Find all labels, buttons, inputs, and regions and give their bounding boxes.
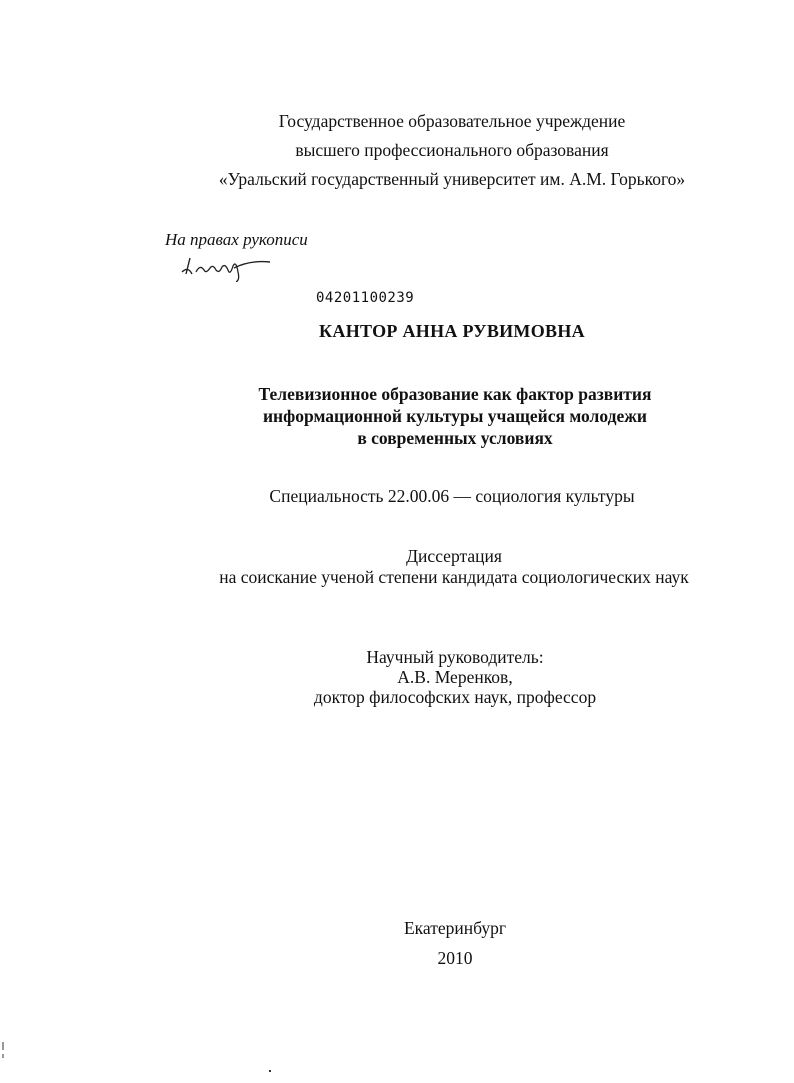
city: Екатеринбург [403, 918, 507, 938]
specialty-text: Специальность 22.00.06 — социология культуры [269, 486, 635, 506]
title-line-3: в современных условиях [357, 428, 553, 448]
year: 2010 [437, 948, 473, 968]
author-name: КАНТОР АННА РУВИМОВНА [319, 321, 585, 341]
scan-dot-mark [269, 1070, 271, 1072]
dissertation-label: Диссертация [406, 546, 502, 566]
author-signature [178, 252, 273, 282]
title-line-1: Телевизионное образование как фактор развития [258, 384, 652, 404]
advisor-name: А.В. Меренков, [397, 667, 513, 687]
catalog-code: 04201100239 [316, 290, 415, 306]
institution-line-2: высшего профессионального образования [295, 140, 609, 160]
degree-text: на соискание ученой степени кандидата социологических наук [219, 567, 689, 587]
institution-line-1: Государственное образовательное учреждение [278, 111, 626, 131]
scan-edge-marks [0, 1040, 10, 1080]
advisor-credentials: доктор философских наук, профессор [313, 687, 597, 707]
manuscript-note: На правах рукописи [165, 230, 308, 249]
advisor-label: Научный руководитель: [366, 647, 544, 667]
title-line-2: информационной культуры учащейся молодежи [262, 406, 648, 426]
institution-line-3: «Уральский государственный университет им. А.М. Горького» [218, 169, 686, 189]
